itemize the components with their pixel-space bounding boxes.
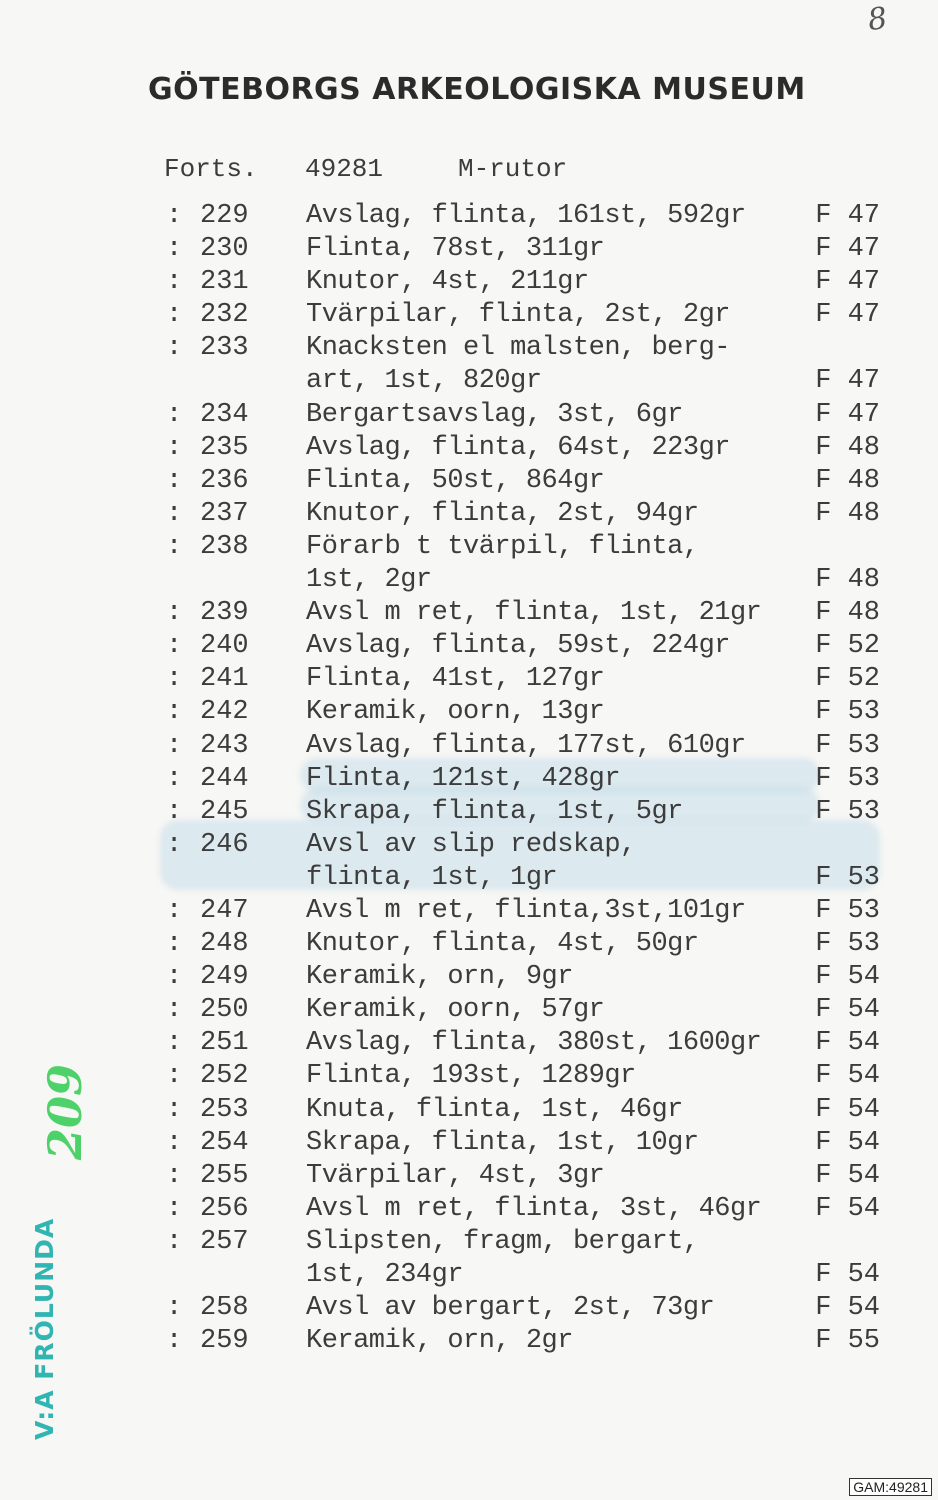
entry-colon: : [166, 962, 183, 993]
entry-line [0, 862, 938, 895]
entry-description: Bergartsavslag, 3st, 6gr [306, 399, 683, 430]
entry-line [0, 796, 938, 829]
entry-ref: F 54 [815, 1193, 880, 1224]
entry-number: 239 [200, 598, 249, 629]
entry-number: 242 [200, 697, 249, 728]
entry-ref: F 53 [815, 895, 880, 926]
entry-number: 256 [200, 1193, 249, 1224]
entry-ref: F 47 [815, 300, 880, 331]
entry-ref: F 54 [815, 962, 880, 993]
entry-line [0, 928, 938, 961]
entry-number: 234 [200, 399, 249, 430]
entry-number: 237 [200, 498, 249, 529]
entry-description: Tvärpilar, 4st, 3gr [306, 1160, 605, 1191]
entry [0, 200, 938, 233]
entry-description: Avsl av slip redskap, [306, 829, 636, 860]
entry-ref: F 47 [815, 201, 880, 231]
entry-number: 257 [200, 1226, 249, 1257]
entry-description: Keramik, oorn, 57gr [306, 995, 605, 1026]
entry-ref: F 53 [815, 763, 880, 794]
entry-line [0, 233, 938, 266]
entry-line [0, 961, 938, 994]
entry-colon: : [166, 498, 183, 529]
entry-colon: : [166, 995, 183, 1026]
entry-line [0, 266, 938, 299]
entry-description: 1st, 2gr [306, 565, 432, 596]
entry-ref: F 54 [815, 1061, 880, 1092]
entry-colon: : [166, 1293, 183, 1324]
entry-colon: : [166, 531, 183, 562]
entry-number: 258 [200, 1293, 249, 1324]
entry-line [0, 1325, 938, 1358]
entry-colon: : [166, 895, 183, 926]
entry-colon: : [166, 399, 183, 430]
entry-ref: F 54 [815, 995, 880, 1026]
entry [0, 1127, 938, 1160]
entry-line [0, 663, 938, 696]
entry-number: 244 [200, 763, 249, 794]
entry-description: Avslag, flinta, 64st, 223gr [306, 432, 730, 463]
entry-line [0, 597, 938, 630]
entry-ref: F 53 [815, 796, 880, 827]
entry-colon: : [166, 929, 183, 960]
entry-number: 243 [200, 730, 249, 761]
entry [0, 796, 938, 829]
entry-colon: : [166, 1326, 183, 1357]
entry-colon: : [166, 730, 183, 761]
entry [0, 829, 938, 895]
entry-ref: F 48 [815, 465, 880, 496]
entry-ref: F 48 [815, 498, 880, 529]
entry-number: 246 [200, 829, 249, 860]
entry-number: 251 [200, 1028, 249, 1059]
entry-description: Avslag, flinta, 59st, 224gr [306, 631, 730, 662]
entry-description: Avslag, flinta, 161st, 592gr [306, 201, 746, 231]
entry-colon: : [166, 598, 183, 629]
entry [0, 1060, 938, 1093]
entry-description: art, 1st, 820gr [306, 366, 542, 397]
entry [0, 498, 938, 531]
entry-line [0, 696, 938, 729]
entry-ref: F 55 [815, 1326, 880, 1357]
entry-colon: : [166, 829, 183, 860]
entry-description: Flinta, 41st, 127gr [306, 664, 605, 695]
entry-line [0, 332, 938, 365]
entry-number: 232 [200, 300, 249, 331]
entry-ref: F 54 [815, 1028, 880, 1059]
entry-ref: F 47 [815, 234, 880, 265]
entry-description: Knutor, flinta, 4st, 50gr [306, 929, 699, 960]
header-number: 49281 [305, 154, 384, 184]
entry-description: Knutor, 4st, 211gr [306, 267, 589, 298]
entry-number: 241 [200, 664, 249, 695]
entry-ref: F 54 [815, 1160, 880, 1191]
entry-list [0, 200, 938, 1358]
entry-ref: F 54 [815, 1127, 880, 1158]
entry-line [0, 1193, 938, 1226]
entry-description: Avsl m ret, flinta, 3st, 46gr [306, 1193, 762, 1224]
entry-line [0, 299, 938, 332]
entry-description: Keramik, orn, 2gr [306, 1326, 573, 1357]
entry-number: 254 [200, 1127, 249, 1158]
entry-description: Avsl av bergart, 2st, 73gr [306, 1293, 715, 1324]
entry-line [0, 994, 938, 1027]
header-continued: Forts. [164, 154, 258, 184]
entry-colon: : [166, 1160, 183, 1191]
entry-number: 235 [200, 432, 249, 463]
entry-line [0, 200, 938, 233]
entry [0, 961, 938, 994]
entry-number: 230 [200, 234, 249, 265]
entry [0, 1027, 938, 1060]
entry-number: 240 [200, 631, 249, 662]
entry-description: Knacksten el malsten, berg- [306, 333, 730, 364]
entry-colon: : [166, 1028, 183, 1059]
entry-colon: : [166, 1061, 183, 1092]
entry-description: Knuta, flinta, 1st, 46gr [306, 1094, 683, 1125]
entry-description: Skrapa, flinta, 1st, 5gr [306, 796, 683, 827]
entry-ref: F 52 [815, 631, 880, 662]
entry [0, 299, 938, 332]
entry-line [0, 829, 938, 862]
entry-number: 249 [200, 962, 249, 993]
entry-colon: : [166, 763, 183, 794]
entry-ref: F 47 [815, 267, 880, 298]
entry-description: Avslag, flinta, 177st, 610gr [306, 730, 746, 761]
entry-ref: F 53 [815, 730, 880, 761]
entry-ref: F 48 [815, 565, 880, 596]
entry [0, 1094, 938, 1127]
entry [0, 1193, 938, 1226]
entry-line [0, 564, 938, 597]
entry-colon: : [166, 333, 183, 364]
site-stamp: V:A FRÖLUNDA [30, 1217, 59, 1440]
entry-description: Avsl m ret, flinta, 1st, 21gr [306, 598, 762, 629]
entry-colon: : [166, 796, 183, 827]
handwritten-site-number: 209 [38, 1063, 92, 1160]
entry-line [0, 1292, 938, 1325]
entry [0, 663, 938, 696]
entry [0, 928, 938, 961]
entry [0, 597, 938, 630]
entry-ref: F 47 [815, 399, 880, 430]
entry [0, 763, 938, 796]
entry [0, 531, 938, 597]
entry [0, 1292, 938, 1325]
entry [0, 399, 938, 432]
entry-line [0, 365, 938, 398]
entry-number: 247 [200, 895, 249, 926]
entry-colon: : [166, 1094, 183, 1125]
entry-line [0, 895, 938, 928]
entry-number: 252 [200, 1061, 249, 1092]
entry-line [0, 1160, 938, 1193]
entry-ref: F 54 [815, 1293, 880, 1324]
entry-description: 1st, 234gr [306, 1260, 464, 1290]
entry [0, 465, 938, 498]
entry-ref: F 53 [815, 862, 880, 893]
entry-number: 248 [200, 929, 249, 960]
entry-description: Avslag, flinta, 380st, 1600gr [306, 1028, 762, 1059]
entry [0, 1325, 938, 1358]
entry-colon: : [166, 300, 183, 331]
entry [0, 1226, 938, 1292]
entry-description: Keramik, oorn, 13gr [306, 697, 605, 728]
entry-number: 238 [200, 531, 249, 562]
entry-description: Flinta, 78st, 311gr [306, 234, 605, 265]
entry-number: 231 [200, 267, 249, 298]
entry-ref: F 48 [815, 598, 880, 629]
entry-line [0, 498, 938, 531]
entry [0, 332, 938, 398]
entry [0, 233, 938, 266]
entry-ref: F 54 [815, 1094, 880, 1125]
entry-line [0, 399, 938, 432]
entry-colon: : [166, 1193, 183, 1224]
entry-ref: F 53 [815, 929, 880, 960]
entry [0, 895, 938, 928]
entry-number: 250 [200, 995, 249, 1026]
entry-colon: : [166, 1127, 183, 1158]
entry-line [0, 730, 938, 763]
entry-number: 253 [200, 1094, 249, 1125]
entry-number: 255 [200, 1160, 249, 1191]
museum-title: GÖTEBORGS ARKEOLOGISKA MUSEUM [148, 72, 806, 107]
entry-ref: F 47 [815, 366, 880, 397]
entry-line [0, 465, 938, 498]
entry-colon: : [166, 432, 183, 463]
entry [0, 266, 938, 299]
entry-ref: F 53 [815, 697, 880, 728]
entry-colon: : [166, 201, 183, 231]
entry-description: Tvärpilar, flinta, 2st, 2gr [306, 300, 730, 331]
entry-description: Skrapa, flinta, 1st, 10gr [306, 1127, 699, 1158]
entry-colon: : [166, 267, 183, 298]
entry-colon: : [166, 664, 183, 695]
entry [0, 1160, 938, 1193]
entry-description: Slipsten, fragm, bergart, [306, 1226, 699, 1257]
entry-line [0, 531, 938, 564]
entry [0, 730, 938, 763]
entry [0, 696, 938, 729]
entry-colon: : [166, 697, 183, 728]
entry [0, 630, 938, 663]
entry-colon: : [166, 234, 183, 265]
entry-description: Förarb t tvärpil, flinta, [306, 531, 699, 562]
header-type: M-rutor [458, 154, 568, 184]
entry-description: Knutor, flinta, 2st, 94gr [306, 498, 699, 529]
entry-ref: F 52 [815, 664, 880, 695]
entry-description: Avsl m ret, flinta,3st,101gr [306, 895, 746, 926]
page-number: 8 [865, 0, 890, 39]
entry-line [0, 1060, 938, 1093]
entry-description: flinta, 1st, 1gr [306, 862, 558, 893]
entry-number: 233 [200, 333, 249, 364]
entry-description: Keramik, orn, 9gr [306, 962, 573, 993]
entry-line [0, 630, 938, 663]
entry-number: 236 [200, 465, 249, 496]
entry-line [0, 432, 938, 465]
entry-line [0, 1226, 938, 1259]
entry-description: Flinta, 50st, 864gr [306, 465, 605, 496]
entry-line [0, 1027, 938, 1060]
entry [0, 994, 938, 1027]
entry-ref: F 54 [815, 1260, 880, 1290]
entry-line [0, 1094, 938, 1127]
entry-line [0, 1127, 938, 1160]
entry-description: Flinta, 193st, 1289gr [306, 1061, 636, 1092]
entry-description: Flinta, 121st, 428gr [306, 763, 621, 794]
entry [0, 432, 938, 465]
entry-line [0, 1259, 938, 1292]
entry-ref: F 48 [815, 432, 880, 463]
entry-colon: : [166, 631, 183, 662]
entry-number: 229 [200, 201, 249, 231]
entry-number: 245 [200, 796, 249, 827]
entry-line [0, 763, 938, 796]
entry-colon: : [166, 465, 183, 496]
catalog-id: GAM:49281 [849, 1478, 932, 1496]
entry-number: 259 [200, 1326, 249, 1357]
entry-colon: : [166, 1226, 183, 1257]
